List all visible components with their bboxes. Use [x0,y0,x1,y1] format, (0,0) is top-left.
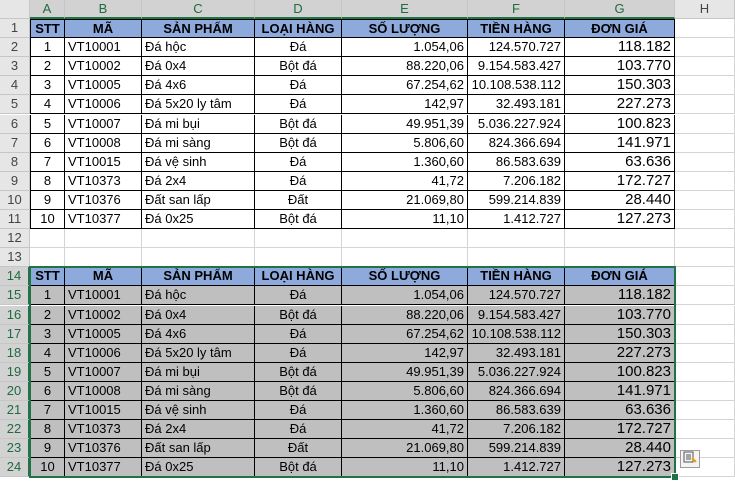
cell[interactable] [675,191,735,210]
table-top-cell[interactable]: Đá 0x4 [142,57,255,76]
table-bottom-cell[interactable]: 1.412.727 [468,458,565,477]
table-bottom-cell[interactable]: 7 [30,401,65,420]
table-top-cell[interactable]: Đá [255,172,342,191]
table-bottom-cell[interactable]: 1.360,60 [342,401,468,420]
table-top-cell[interactable]: VT10007 [65,115,142,134]
table-bottom-header-6[interactable]: TIỀN HÀNG [468,267,565,286]
table-top-cell[interactable]: 9.154.583.427 [468,57,565,76]
row-header-1[interactable]: 1 [0,19,30,38]
table-top-cell[interactable]: 824.366.694 [468,134,565,153]
cell[interactable] [675,344,735,363]
cell[interactable] [675,267,735,286]
table-bottom-cell[interactable]: 63.636 [565,401,675,420]
table-bottom-cell[interactable]: 5 [30,363,65,382]
row-header-24[interactable]: 24 [0,458,30,477]
cell[interactable] [675,306,735,325]
cell[interactable] [675,134,735,153]
table-top-cell[interactable]: 63.636 [565,153,675,172]
row-header-15[interactable]: 15 [0,286,30,305]
table-top-cell[interactable]: 103.770 [565,57,675,76]
row-header-17[interactable]: 17 [0,325,30,344]
table-top-cell[interactable]: 2 [30,57,65,76]
table-bottom-cell[interactable]: 142,97 [342,344,468,363]
table-top-cell[interactable]: 100.823 [565,115,675,134]
table-top-cell[interactable]: VT10001 [65,38,142,57]
table-top-cell[interactable]: VT10373 [65,172,142,191]
table-top-cell[interactable]: 3 [30,76,65,95]
table-top-cell[interactable]: Đá 5x20 ly tâm [142,95,255,114]
cell[interactable] [65,248,142,267]
table-top-cell[interactable]: 49.951,39 [342,115,468,134]
table-top-cell[interactable]: Đá [255,153,342,172]
table-bottom-cell[interactable]: VT10377 [65,458,142,477]
table-top-cell[interactable]: 86.583.639 [468,153,565,172]
column-header-f[interactable]: F [468,0,565,19]
table-bottom-cell[interactable]: Đá [255,325,342,344]
table-top-cell[interactable]: 9 [30,191,65,210]
table-top-header-3[interactable]: SẢN PHẨM [142,19,255,38]
table-bottom-header-4[interactable]: LOẠI HÀNG [255,267,342,286]
table-top-cell[interactable]: Đá [255,76,342,95]
table-top-cell[interactable]: Đá vệ sinh [142,153,255,172]
table-top-cell[interactable]: 127.273 [565,210,675,229]
table-top-cell[interactable]: VT10006 [65,95,142,114]
table-top-cell[interactable]: 118.182 [565,38,675,57]
table-top-cell[interactable]: VT10008 [65,134,142,153]
table-bottom-header-1[interactable]: STT [30,267,65,286]
table-top-cell[interactable]: 11,10 [342,210,468,229]
table-bottom-cell[interactable]: Đất [255,439,342,458]
table-bottom-cell[interactable]: 824.366.694 [468,382,565,401]
table-bottom-cell[interactable]: 599.214.839 [468,439,565,458]
cell[interactable] [468,229,565,248]
column-header-d[interactable]: D [255,0,342,19]
table-top-header-2[interactable]: MÃ [65,19,142,38]
table-bottom-cell[interactable]: 227.273 [565,344,675,363]
table-bottom-cell[interactable]: 172.727 [565,420,675,439]
table-bottom-cell[interactable]: 5.806,60 [342,382,468,401]
cell[interactable] [30,248,65,267]
table-bottom-cell[interactable]: 7.206.182 [468,420,565,439]
table-top-cell[interactable]: 1.412.727 [468,210,565,229]
table-top-cell[interactable]: 7.206.182 [468,172,565,191]
table-bottom-cell[interactable]: 100.823 [565,363,675,382]
table-bottom-cell[interactable]: 8 [30,420,65,439]
table-bottom-cell[interactable]: 9 [30,439,65,458]
table-top-cell[interactable]: 21.069,80 [342,191,468,210]
table-top-cell[interactable]: 4 [30,95,65,114]
cell[interactable] [675,19,735,38]
column-header-b[interactable]: B [65,0,142,19]
table-top-cell[interactable]: Đá [255,38,342,57]
table-bottom-cell[interactable]: Đá 0x4 [142,306,255,325]
table-bottom-cell[interactable]: 2 [30,306,65,325]
table-bottom-cell[interactable]: 6 [30,382,65,401]
table-bottom-cell[interactable]: Đất san lấp [142,439,255,458]
table-top-cell[interactable]: 227.273 [565,95,675,114]
cell[interactable] [675,286,735,305]
table-top-cell[interactable]: 142,97 [342,95,468,114]
table-top-cell[interactable]: Đá 4x6 [142,76,255,95]
table-bottom-header-2[interactable]: MÃ [65,267,142,286]
table-bottom-cell[interactable]: VT10007 [65,363,142,382]
table-bottom-cell[interactable]: 9.154.583.427 [468,306,565,325]
table-bottom-cell[interactable]: 41,72 [342,420,468,439]
cell[interactable] [675,401,735,420]
table-top-cell[interactable]: 67.254,62 [342,76,468,95]
cell[interactable] [142,248,255,267]
table-bottom-cell[interactable]: 5.036.227.924 [468,363,565,382]
table-bottom-cell[interactable]: Đá mi bụi [142,363,255,382]
table-top-cell[interactable]: Đá hộc [142,38,255,57]
cell[interactable] [468,248,565,267]
table-bottom-cell[interactable]: 150.303 [565,325,675,344]
table-top-cell[interactable]: 10.108.538.112 [468,76,565,95]
row-header-11[interactable]: 11 [0,210,30,229]
table-bottom-cell[interactable]: 4 [30,344,65,363]
row-header-3[interactable]: 3 [0,57,30,76]
table-bottom-cell[interactable]: 118.182 [565,286,675,305]
table-top-header-6[interactable]: TIỀN HÀNG [468,19,565,38]
cell[interactable] [565,229,675,248]
row-header-7[interactable]: 7 [0,134,30,153]
table-top-cell[interactable]: VT10015 [65,153,142,172]
cell[interactable] [255,229,342,248]
table-top-cell[interactable]: 599.214.839 [468,191,565,210]
table-top-cell[interactable]: 8 [30,172,65,191]
table-top-cell[interactable]: 1 [30,38,65,57]
table-bottom-cell[interactable]: Đá vệ sinh [142,401,255,420]
cell[interactable] [65,229,142,248]
table-bottom-cell[interactable]: Bột đá [255,458,342,477]
table-top-cell[interactable]: Đá 2x4 [142,172,255,191]
cell[interactable] [675,115,735,134]
column-header-a[interactable]: A [30,0,65,19]
table-bottom-cell[interactable]: 1.054,06 [342,286,468,305]
table-top-cell[interactable]: VT10002 [65,57,142,76]
table-bottom-cell[interactable]: 10.108.538.112 [468,325,565,344]
row-header-6[interactable]: 6 [0,115,30,134]
table-bottom-cell[interactable]: Đá [255,420,342,439]
table-bottom-cell[interactable]: VT10373 [65,420,142,439]
table-top-cell[interactable]: 5 [30,115,65,134]
table-top-cell[interactable]: Bột đá [255,115,342,134]
table-top-header-1[interactable]: STT [30,19,65,38]
cell[interactable] [675,153,735,172]
column-header-g[interactable]: G [565,0,675,19]
row-header-8[interactable]: 8 [0,153,30,172]
table-bottom-cell[interactable]: 32.493.181 [468,344,565,363]
table-top-cell[interactable]: Đất [255,191,342,210]
cell[interactable] [675,325,735,344]
cell[interactable] [675,172,735,191]
row-header-18[interactable]: 18 [0,344,30,363]
table-top-cell[interactable]: 124.570.727 [468,38,565,57]
table-bottom-cell[interactable]: VT10376 [65,439,142,458]
table-bottom-cell[interactable]: 1 [30,286,65,305]
table-top-cell[interactable]: 28.440 [565,191,675,210]
table-bottom-cell[interactable]: Đá 5x20 ly tâm [142,344,255,363]
row-header-19[interactable]: 19 [0,363,30,382]
column-header-c[interactable]: C [142,0,255,19]
table-top-cell[interactable]: 41,72 [342,172,468,191]
table-bottom-cell[interactable]: 10 [30,458,65,477]
table-bottom-cell[interactable]: 103.770 [565,306,675,325]
table-top-cell[interactable]: Bột đá [255,134,342,153]
cell[interactable] [675,76,735,95]
cell[interactable] [675,420,735,439]
table-top-cell[interactable]: VT10005 [65,76,142,95]
cell[interactable] [142,229,255,248]
table-bottom-cell[interactable]: VT10015 [65,401,142,420]
cell[interactable] [675,95,735,114]
table-bottom-cell[interactable]: VT10001 [65,286,142,305]
row-header-9[interactable]: 9 [0,172,30,191]
table-bottom-cell[interactable]: Bột đá [255,382,342,401]
row-header-21[interactable]: 21 [0,401,30,420]
cell[interactable] [675,38,735,57]
fill-handle[interactable] [671,473,679,481]
table-top-cell[interactable]: Đất san lấp [142,191,255,210]
table-bottom-cell[interactable]: VT10008 [65,382,142,401]
table-bottom-cell[interactable]: Đá [255,344,342,363]
table-bottom-cell[interactable]: Bột đá [255,306,342,325]
cell[interactable] [675,57,735,76]
table-top-cell[interactable]: Đá [255,95,342,114]
row-header-20[interactable]: 20 [0,382,30,401]
table-bottom-cell[interactable]: Đá [255,286,342,305]
table-top-cell[interactable]: 172.727 [565,172,675,191]
table-top-cell[interactable]: 7 [30,153,65,172]
row-header-22[interactable]: 22 [0,420,30,439]
table-bottom-cell[interactable]: Đá [255,401,342,420]
table-top-cell[interactable]: 6 [30,134,65,153]
table-top-cell[interactable]: Bột đá [255,210,342,229]
table-top-cell[interactable]: 32.493.181 [468,95,565,114]
cell[interactable] [675,229,735,248]
cell[interactable] [255,248,342,267]
cell[interactable] [342,248,468,267]
table-bottom-cell[interactable]: 88.220,06 [342,306,468,325]
cell[interactable] [675,363,735,382]
table-bottom-cell[interactable]: 127.273 [565,458,675,477]
row-header-14[interactable]: 14 [0,267,30,286]
table-bottom-cell[interactable]: 21.069,80 [342,439,468,458]
row-header-13[interactable]: 13 [0,248,30,267]
table-top-header-5[interactable]: SỐ LƯỢNG [342,19,468,38]
table-top-cell[interactable]: Đá mi sàng [142,134,255,153]
cell[interactable] [30,229,65,248]
row-header-16[interactable]: 16 [0,306,30,325]
table-bottom-cell[interactable]: 3 [30,325,65,344]
table-top-cell[interactable]: 5.806,60 [342,134,468,153]
table-bottom-cell[interactable]: Đá 0x25 [142,458,255,477]
table-top-header-4[interactable]: LOẠI HÀNG [255,19,342,38]
cell[interactable] [675,210,735,229]
table-top-cell[interactable]: 5.036.227.924 [468,115,565,134]
row-header-12[interactable]: 12 [0,229,30,248]
table-top-header-7[interactable]: ĐƠN GIÁ [565,19,675,38]
table-bottom-cell[interactable]: Đá hộc [142,286,255,305]
table-bottom-cell[interactable]: 67.254,62 [342,325,468,344]
table-bottom-cell[interactable]: VT10005 [65,325,142,344]
row-header-23[interactable]: 23 [0,439,30,458]
table-top-cell[interactable]: 1.360,60 [342,153,468,172]
table-bottom-cell[interactable]: VT10006 [65,344,142,363]
row-header-5[interactable]: 5 [0,95,30,114]
table-bottom-cell[interactable]: 49.951,39 [342,363,468,382]
cell[interactable] [342,229,468,248]
table-top-cell[interactable]: Đá 0x25 [142,210,255,229]
table-bottom-header-3[interactable]: SẢN PHẨM [142,267,255,286]
column-header-h[interactable]: H [675,0,735,19]
table-top-cell[interactable]: Đá mi bụi [142,115,255,134]
cell[interactable] [565,248,675,267]
table-bottom-cell[interactable]: Đá 4x6 [142,325,255,344]
row-header-10[interactable]: 10 [0,191,30,210]
table-top-cell[interactable]: 150.303 [565,76,675,95]
table-top-cell[interactable]: Bột đá [255,57,342,76]
column-header-e[interactable]: E [342,0,468,19]
cell[interactable] [675,248,735,267]
table-top-cell[interactable]: 10 [30,210,65,229]
table-top-cell[interactable]: VT10376 [65,191,142,210]
table-bottom-cell[interactable]: 124.570.727 [468,286,565,305]
select-all-corner[interactable] [0,0,30,19]
table-bottom-cell[interactable]: 11,10 [342,458,468,477]
table-bottom-cell[interactable]: 28.440 [565,439,675,458]
table-bottom-header-7[interactable]: ĐƠN GIÁ [565,267,675,286]
table-bottom-cell[interactable]: 141.971 [565,382,675,401]
row-header-2[interactable]: 2 [0,38,30,57]
row-header-4[interactable]: 4 [0,76,30,95]
table-top-cell[interactable]: 1.054,06 [342,38,468,57]
table-bottom-cell[interactable]: Bột đá [255,363,342,382]
table-bottom-cell[interactable]: 86.583.639 [468,401,565,420]
table-top-cell[interactable]: VT10377 [65,210,142,229]
table-bottom-cell[interactable]: Đá 2x4 [142,420,255,439]
cell[interactable] [675,382,735,401]
table-top-cell[interactable]: 141.971 [565,134,675,153]
quick-analysis-icon[interactable] [680,450,700,468]
table-bottom-cell[interactable]: Đá mi sàng [142,382,255,401]
table-top-cell[interactable]: 88.220,06 [342,57,468,76]
table-bottom-header-5[interactable]: SỐ LƯỢNG [342,267,468,286]
table-bottom-cell[interactable]: VT10002 [65,306,142,325]
